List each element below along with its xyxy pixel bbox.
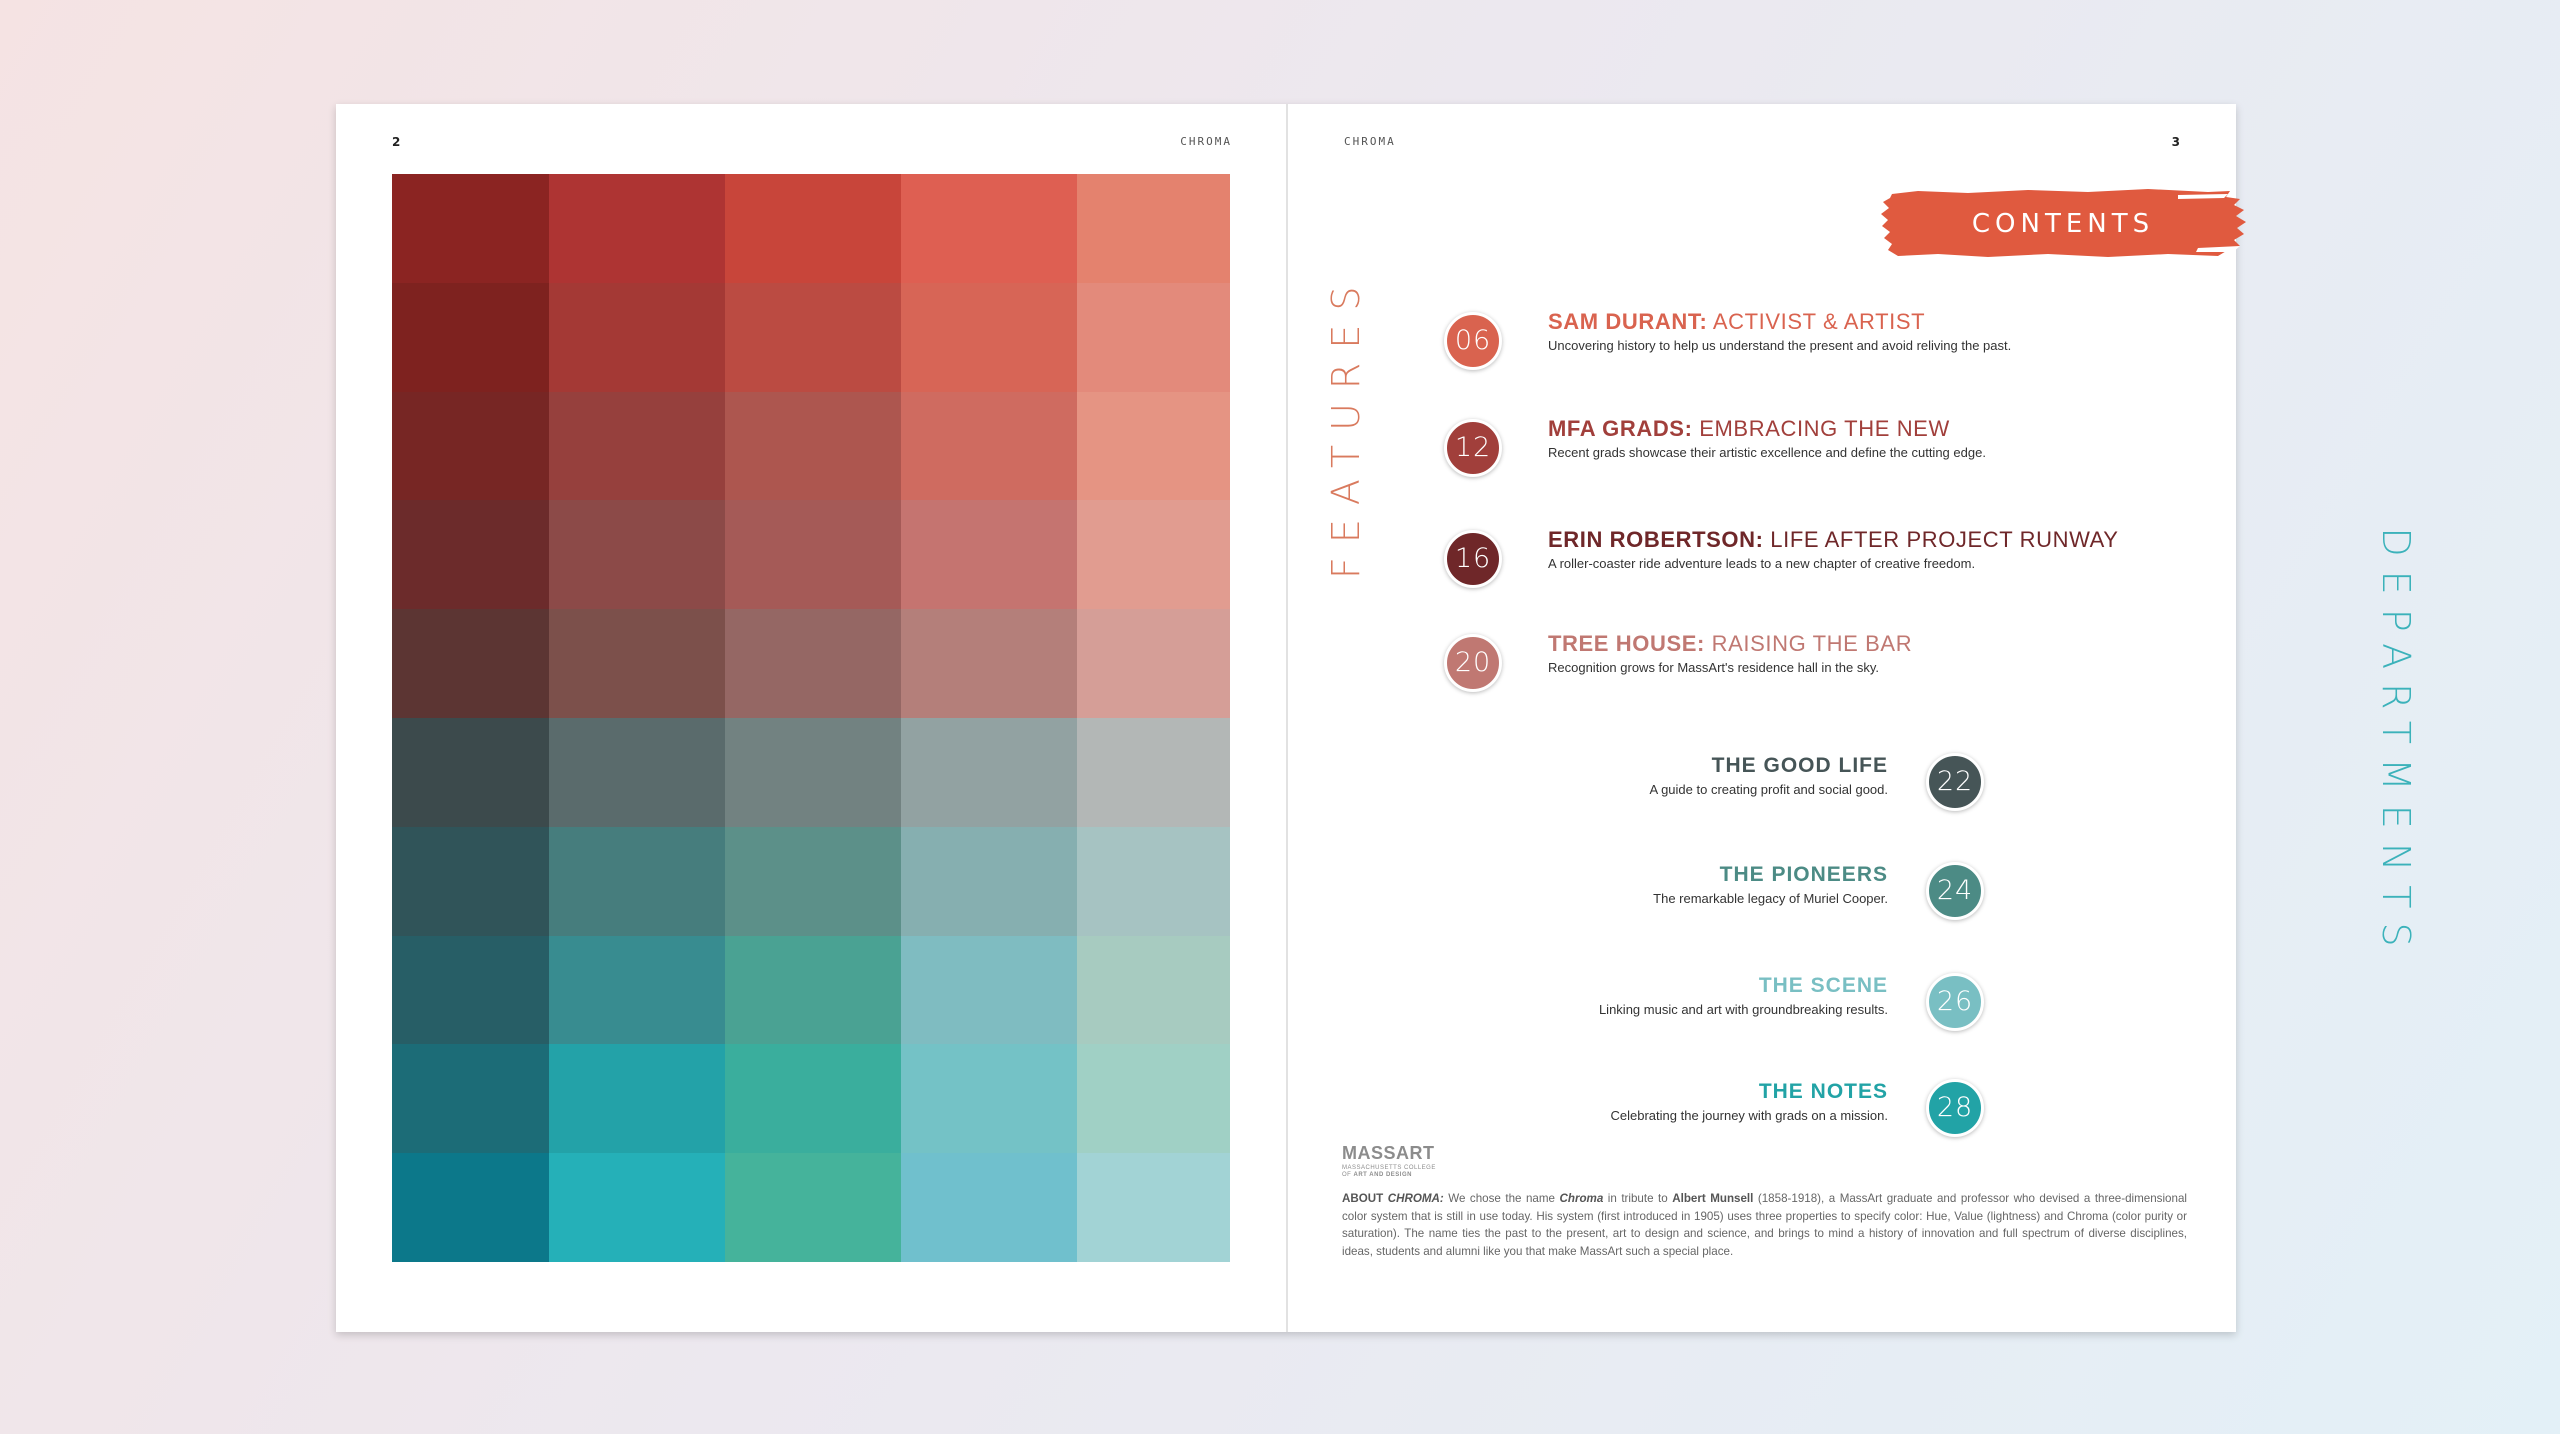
color-swatch [392, 500, 549, 609]
color-swatch [1077, 1044, 1230, 1153]
color-swatch [1077, 827, 1230, 936]
color-swatch [901, 283, 1077, 392]
color-swatch [1077, 936, 1230, 1045]
color-swatch [549, 936, 725, 1045]
color-swatch [725, 392, 901, 501]
contents-banner [1878, 186, 2248, 262]
massart-logo: MASSART [1342, 1143, 1435, 1163]
color-swatch [725, 500, 901, 609]
color-swatch [549, 174, 725, 283]
color-swatch [1077, 392, 1230, 501]
color-swatch [1077, 718, 1230, 827]
color-swatch [392, 1044, 549, 1153]
departments-label: DEPARTMENTS [2374, 527, 2418, 961]
color-swatch [725, 174, 901, 283]
color-swatch [725, 936, 901, 1045]
color-swatch [392, 609, 549, 718]
color-swatch [392, 174, 549, 283]
department-description: The remarkable legacy of Muriel Cooper. [1653, 891, 1888, 906]
features-label: FEATURES [1324, 272, 1368, 579]
running-head: CHROMA [1344, 135, 1396, 148]
color-swatch [1077, 609, 1230, 718]
color-swatch [549, 827, 725, 936]
department-description: Celebrating the journey with grads on a mission. [1610, 1108, 1888, 1123]
massart-logo-subtitle: MASSACHUSETTS COLLEGE OF ART AND DESIGN [1342, 1165, 1436, 1178]
feature-page-number[interactable]: 12 [1444, 419, 1502, 477]
color-swatch [549, 718, 725, 827]
department-title[interactable]: THE NOTES [1758, 1080, 1888, 1103]
left-page [336, 104, 1286, 1332]
color-swatch [901, 1153, 1077, 1262]
feature-page-number[interactable]: 16 [1444, 530, 1502, 588]
department-title[interactable]: THE PIONEERS [1719, 863, 1888, 886]
department-description: A guide to creating profit and social good. [1649, 782, 1888, 797]
running-head: CHROMA [1180, 135, 1232, 148]
color-swatch [901, 500, 1077, 609]
color-swatch [901, 1044, 1077, 1153]
color-swatch [725, 1153, 901, 1262]
department-description: Linking music and art with groundbreaking results. [1598, 1002, 1888, 1017]
contents-label: CONTENTS [1971, 209, 2155, 239]
page-number: 3 [2171, 135, 2180, 149]
color-swatch [901, 392, 1077, 501]
feature-description: A roller-coaster ride adventure leads to a new chapter of creative freedom. [1548, 556, 1976, 571]
color-swatch [549, 283, 725, 392]
color-swatch [901, 718, 1077, 827]
feature-page-number[interactable]: 06 [1444, 312, 1502, 370]
color-swatch [549, 609, 725, 718]
color-swatch [1077, 283, 1230, 392]
department-page-number[interactable]: 26 [1926, 973, 1984, 1031]
color-swatch [725, 718, 901, 827]
color-swatch [392, 718, 549, 827]
department-page-number[interactable]: 24 [1926, 862, 1984, 920]
feature-title[interactable]: MFA GRADS: EMBRACING THE NEW [1548, 416, 1950, 441]
color-swatch [1077, 500, 1230, 609]
color-swatch [1077, 174, 1230, 283]
color-swatch [392, 283, 549, 392]
page-number: 2 [392, 135, 401, 149]
feature-description: Uncovering history to help us understand the present and avoid reliving the past. [1548, 338, 2012, 353]
color-swatch [725, 283, 901, 392]
color-swatch [392, 936, 549, 1045]
color-swatch [901, 174, 1077, 283]
feature-description: Recent grads showcase their artistic excellence and define the cutting edge. [1548, 445, 1986, 460]
department-title[interactable]: THE GOOD LIFE [1711, 754, 1888, 777]
feature-title[interactable]: SAM DURANT: ACTIVIST & ARTIST [1548, 309, 1926, 334]
color-swatch [392, 392, 549, 501]
color-swatch [392, 1153, 549, 1262]
color-swatch [1077, 1153, 1230, 1262]
color-swatch [725, 609, 901, 718]
color-swatch [549, 1153, 725, 1262]
feature-page-number[interactable]: 20 [1444, 634, 1502, 692]
feature-title[interactable]: TREE HOUSE: RAISING THE BAR [1548, 631, 1913, 656]
color-swatch [901, 827, 1077, 936]
right-page [1286, 104, 2418, 1332]
department-page-number[interactable]: 28 [1926, 1079, 1984, 1137]
color-swatch [392, 827, 549, 936]
color-swatch [725, 827, 901, 936]
color-swatch-grid [392, 174, 1230, 1262]
department-title[interactable]: THE SCENE [1758, 974, 1888, 997]
feature-title[interactable]: ERIN ROBERTSON: LIFE AFTER PROJECT RUNWAY [1548, 527, 2119, 552]
color-swatch [901, 936, 1077, 1045]
about-paragraph: ABOUT CHROMA: We chose the name Chroma in tribute to Albert Munsell (1858-1918), a MassArt graduate and professor who devised a three-dimensional color system that is still in use today. His system (first introduced in 1905) uses three properties to specify color: Hue, Value (lightness) and Chroma (color purity or saturation). The name ties the past to the present, art to design and science, and brings to mind a history of innovation and full spectrum of diverse disciplines, ideas, students and alumni like you that make MassArt such a special place. [1342, 1192, 2187, 1258]
color-swatch [725, 1044, 901, 1153]
color-swatch [549, 500, 725, 609]
color-swatch [901, 609, 1077, 718]
feature-description: Recognition grows for MassArt's residence hall in the sky. [1548, 660, 1879, 675]
color-swatch [549, 1044, 725, 1153]
color-swatch [549, 392, 725, 501]
department-page-number[interactable]: 22 [1926, 753, 1984, 811]
magazine-spread [336, 104, 2418, 1332]
